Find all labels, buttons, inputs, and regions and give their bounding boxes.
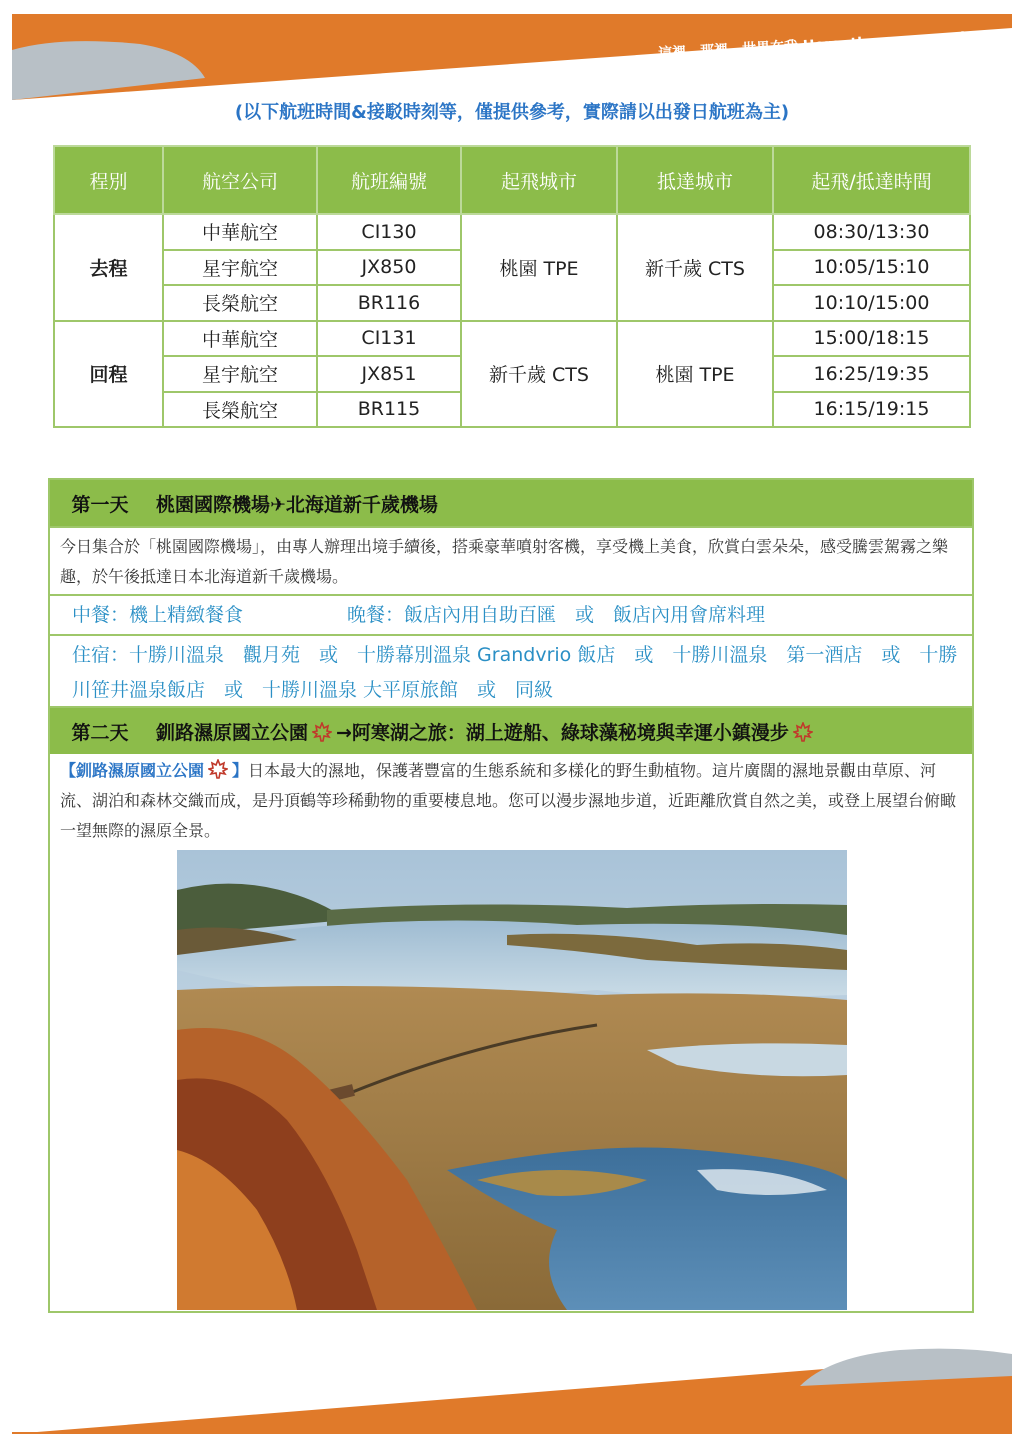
col-to: 抵達城市 [617, 146, 773, 214]
kushiro-wetland-photo [177, 850, 847, 1310]
day1-label: 第一天 [71, 493, 129, 516]
day2-attraction-close: 】 [232, 761, 249, 780]
time-cell: 10:10/15:00 [773, 285, 970, 321]
table-row [54, 321, 970, 357]
col-flight: 航班編號 [317, 146, 461, 214]
maple-leaf-icon [793, 722, 813, 742]
day1-lunch: 中餐：機上精緻餐食 [72, 604, 244, 626]
flight-cell: JX851 [317, 356, 461, 392]
flight-notice: (以下航班時間&接駁時刻等，僅提供參考，實際請以出發日航班為主) [234, 102, 790, 123]
airline-cell: 星宇航空 [163, 356, 317, 392]
day2-description [50, 754, 972, 848]
flight-table [53, 145, 971, 428]
airline-cell: 長榮航空 [163, 285, 317, 321]
airline-cell: 長榮航空 [163, 392, 317, 428]
flight-cell: CI130 [317, 214, 461, 250]
time-cell: 16:15/19:15 [773, 392, 970, 428]
airline-cell: 星宇航空 [163, 250, 317, 286]
day1-title: 桃園國際機場✈北海道新千歲機場 [156, 493, 438, 516]
time-cell: 16:25/19:35 [773, 356, 970, 392]
maple-leaf-icon [208, 759, 228, 779]
col-from: 起飛城市 [461, 146, 617, 214]
flight-table-header [54, 146, 970, 214]
leg-outbound: 去程 [54, 214, 163, 321]
flight-cell: CI131 [317, 321, 461, 357]
time-cell: 08:30/13:30 [773, 214, 970, 250]
day1-meals [50, 594, 972, 634]
footer-slogan: 這裡，那裡，世界在我 Here, there, everywhere [23, 1379, 387, 1423]
day2-title-park: 釧路濕原國立公園 [156, 721, 309, 744]
to-cell: 新千歲 CTS [617, 214, 773, 321]
day2-title [150, 718, 817, 745]
col-time: 起飛/抵達時間 [773, 146, 970, 214]
day1-hotel: 住宿：十勝川溫泉 觀月苑 或 十勝幕別溫泉 Grandvrio 飯店 或 十勝川溫泉 第一酒店 或 十勝川笹井溫泉飯店 或 十勝川溫泉 大平原旅館 或 同級 [50, 634, 972, 710]
day2-title-akan: →阿寒湖之旅：湖上遊船、綠球藻秘境與幸運小鎮漫步 [336, 721, 789, 744]
day1-section [48, 478, 974, 712]
header-banner [0, 0, 1024, 110]
day2-attraction-name: 【釧路濕原國立公園 [60, 761, 205, 780]
from-cell: 桃園 TPE [461, 214, 617, 321]
flight-cell: BR115 [317, 392, 461, 428]
to-cell: 桃園 TPE [617, 321, 773, 428]
time-cell: 10:05/15:10 [773, 250, 970, 286]
flight-cell: JX850 [317, 250, 461, 286]
leg-return: 回程 [54, 321, 163, 428]
day1-description: 今日集合於「桃園國際機場」，由專人辦理出境手續後，搭乘豪華噴射客機，享受機上美食，欣賞白雲朵朵，感受騰雲駕霧之樂趣，於午後抵達日本北海道新千歲機場。 [50, 526, 972, 594]
day1-header [50, 480, 972, 526]
maple-leaf-icon [312, 722, 332, 742]
col-airline: 航空公司 [163, 146, 317, 214]
day2-header [50, 708, 972, 754]
day1-dinner: 晚餐：飯店內用自助百匯 或 飯店內用會席料理 [347, 604, 766, 626]
header-slogan: 這裡，那裡，世界在我 Here, there, everywhere [657, 28, 997, 62]
col-leg: 程別 [54, 146, 163, 214]
airline-cell: 中華航空 [163, 214, 317, 250]
airline-cell: 中華航空 [163, 321, 317, 357]
footer-banner [0, 1336, 1024, 1448]
day2-label: 第二天 [71, 721, 129, 744]
table-row [54, 214, 970, 250]
from-cell: 新千歲 CTS [461, 321, 617, 428]
time-cell: 15:00/18:15 [773, 321, 970, 357]
flight-cell: BR116 [317, 285, 461, 321]
day2-attraction-text: 日本最大的濕地，保護著豐富的生態系統和多樣化的野生動植物。這片廣闊的濕地景觀由草原、河流、湖泊和森林交織而成，是丹頂鶴等珍稀動物的重要棲息地。您可以漫步濕地步道，近距離欣賞自然之美，或登上展望台俯瞰一望無際的濕原全景。 [60, 761, 957, 840]
